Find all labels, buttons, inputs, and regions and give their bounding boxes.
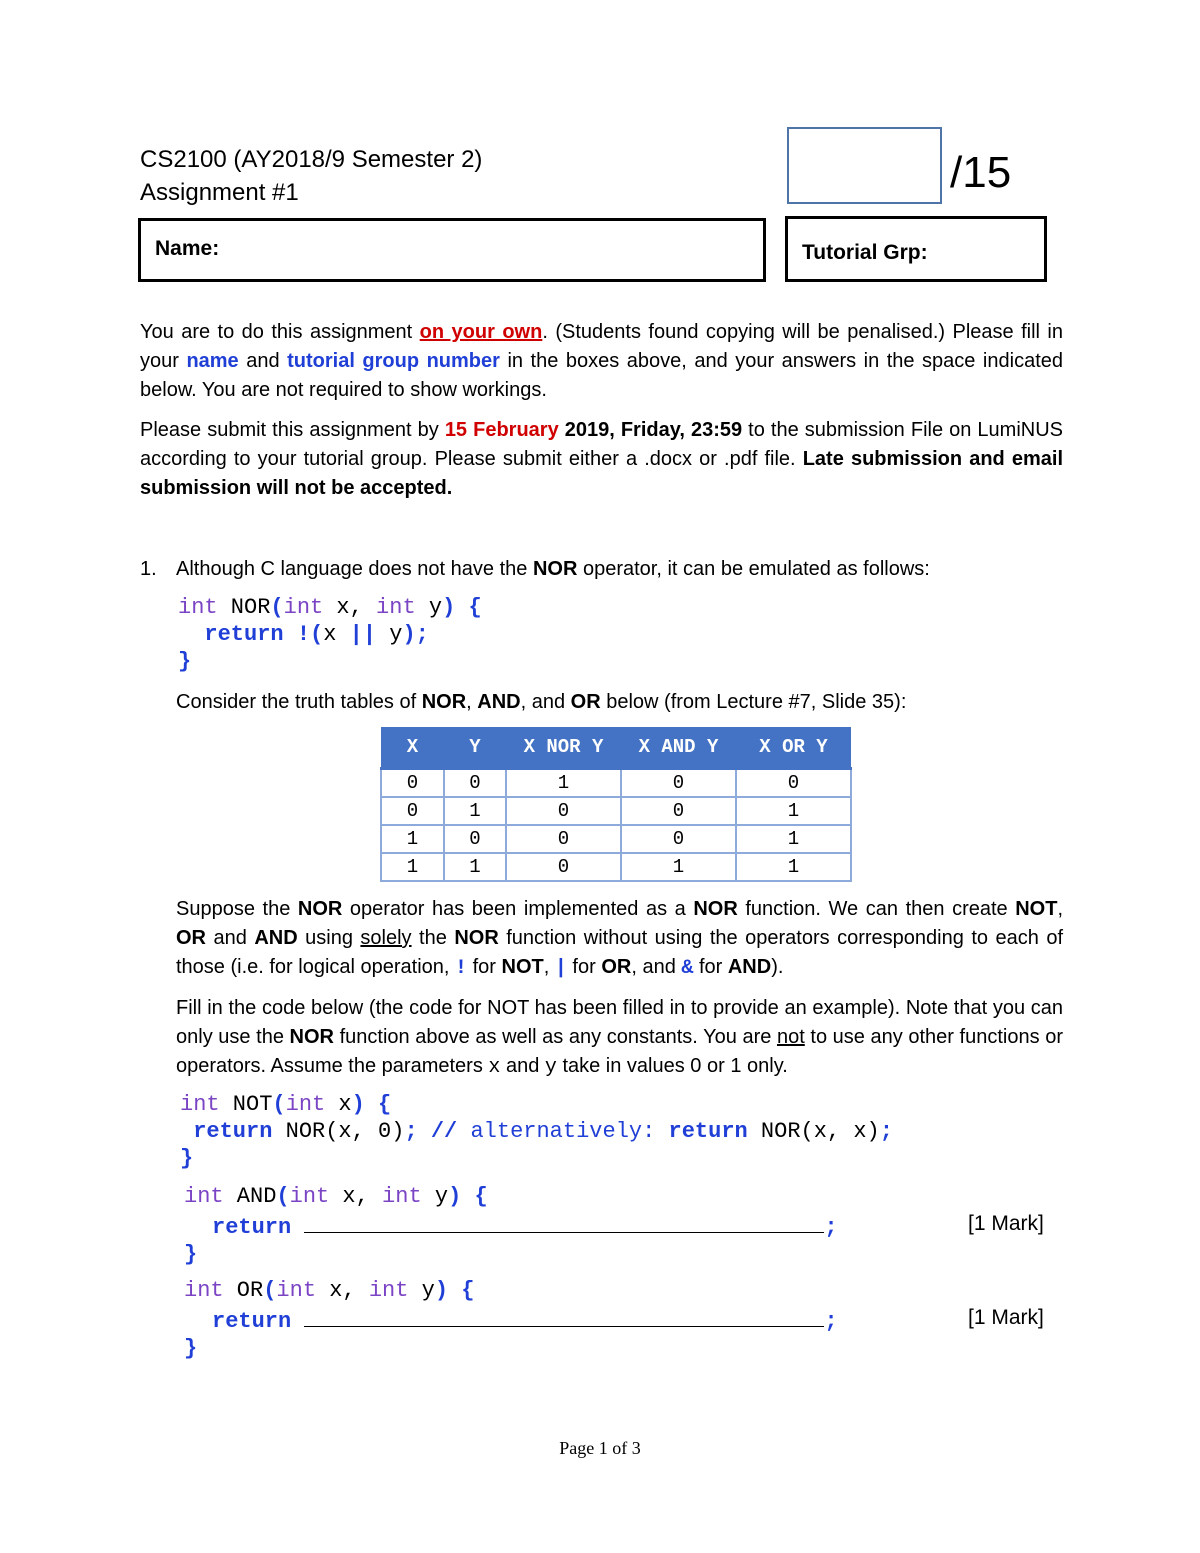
or-answer-blank[interactable]: [304, 1304, 824, 1327]
table-cell: 0: [621, 825, 736, 853]
table-row: [381, 853, 851, 881]
table-row: [381, 825, 851, 853]
suppose-paragraph: Suppose the NOR operator has been implemented as a NOR function. We can then create NOT, OR and AND using solely the NOR function without using the operators corresponding to each of those (i.e. for logical operation, ! for NOT, | for OR, and & for AND).: [176, 898, 1064, 980]
score-box[interactable]: [787, 127, 942, 204]
code-or-function: int OR(int x, int y) { return ; }: [184, 1278, 838, 1361]
page-number: Page 1 of 3: [559, 1438, 641, 1458]
table-cell: 1: [506, 769, 621, 798]
and-mark: [1 Mark]: [968, 1212, 1044, 1235]
table-cell: 0: [506, 853, 621, 881]
course-title: CS2100 (AY2018/9 Semester 2): [140, 146, 483, 173]
table-cell: 0: [506, 825, 621, 853]
code-not-function: int NOT(int x) { return NOR(x, 0); // alternatively: return NOR(x, x); }: [180, 1092, 893, 1171]
table-cell: 0: [736, 769, 851, 798]
table-cell: 1: [736, 797, 851, 825]
table-cell: 0: [381, 797, 444, 825]
tutorial-group-box[interactable]: [785, 216, 1047, 282]
question-number: 1.: [140, 558, 157, 580]
table-cell: 1: [736, 825, 851, 853]
table-row: [381, 797, 851, 825]
instructions-paragraph-1: You are to do this assignment on your own. (Students found copying will be penalised.) Please fill in your name and tutorial group number in the boxes above, and your answers in the space indicated below. You are not required to show workings.: [140, 321, 1063, 401]
code-and-function: int AND(int x, int y) { return ; }: [184, 1184, 838, 1267]
table-cell: 0: [506, 797, 621, 825]
question-intro: Although C language does not have the NOR operator, it can be emulated as follows:: [176, 558, 930, 580]
code-nor-function: int NOR(int x, int y) { return !(x || y); }: [178, 595, 482, 674]
table-cell: 0: [444, 769, 506, 798]
fill-in-paragraph: Fill in the code below (the code for NOT has been filled in to provide an example). Note that you can only use the NOR function above as well as any constants. You are not to use any other functions or operators. Assume the parameters x and y take in values 0 or 1 only.: [176, 997, 1063, 1079]
table-header: Y: [444, 727, 506, 769]
truth-table-intro: Consider the truth tables of NOR, AND, and OR below (from Lecture #7, Slide 35):: [176, 691, 907, 713]
name-label: Name:: [155, 237, 220, 260]
tutorial-group-label: Tutorial Grp:: [802, 241, 928, 264]
table-cell: 0: [444, 825, 506, 853]
truth-table: [380, 727, 852, 882]
table-cell: 1: [381, 853, 444, 881]
or-mark: [1 Mark]: [968, 1306, 1044, 1329]
table-row: [381, 769, 851, 798]
score-total: /15: [950, 148, 1012, 197]
instructions-paragraph-2: Please submit this assignment by 15 February 2019, Friday, 23:59 to the submission File on LumiNUS according to your tutorial group. Please submit either a .docx or .pdf file. Late submission and email submission will not be accepted.: [140, 419, 1063, 499]
table-header: X: [381, 727, 444, 769]
table-cell: 1: [621, 853, 736, 881]
table-cell: 1: [444, 853, 506, 881]
table-cell: 0: [381, 769, 444, 798]
assignment-title: Assignment #1: [140, 179, 299, 206]
table-header: X AND Y: [621, 727, 736, 769]
table-cell: 1: [444, 797, 506, 825]
table-cell: 1: [736, 853, 851, 881]
name-box[interactable]: [138, 218, 766, 282]
table-header: X NOR Y: [506, 727, 621, 769]
table-cell: 0: [621, 769, 736, 798]
and-answer-blank[interactable]: [304, 1210, 824, 1233]
table-header: X OR Y: [736, 727, 851, 769]
table-cell: 0: [621, 797, 736, 825]
table-cell: 1: [381, 825, 444, 853]
